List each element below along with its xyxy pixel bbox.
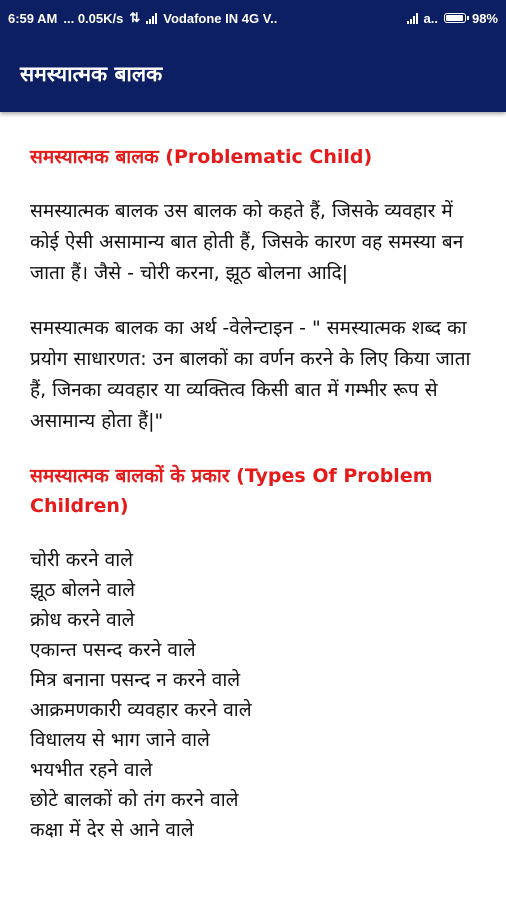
- list-item: चोरी करने वाले: [30, 549, 134, 571]
- list-item: कक्षा में देर से आने वाले: [30, 819, 194, 841]
- list-item: एकान्त पसन्द करने वाले: [30, 639, 196, 661]
- list-item: विधालय से भाग जाने वाले: [30, 729, 210, 751]
- list-item: मित्र बनाना पसन्द न करने वाले: [30, 669, 241, 691]
- battery-percent: 98%: [471, 10, 498, 26]
- signal-icon-2: [407, 13, 418, 24]
- section-heading-types: समस्यात्मक बालकों के प्रकार (Types Of Problem Children): [30, 465, 433, 517]
- list-item: झूठ बोलने वाले: [30, 579, 136, 601]
- list-item: भयभीत रहने वाले: [30, 759, 153, 781]
- network-speed: ... 0.05K/s: [63, 10, 124, 26]
- battery-icon: [444, 13, 466, 23]
- section-heading-problematic-child: समस्यात्मक बालक (Problematic Child): [30, 146, 373, 168]
- paragraph-meaning: समस्यात्मक बालक का अर्थ -वेलेन्टाइन - " समस्यात्मक शब्द का प्रयोग साधारणत: उन बालकों का वर्णन करने के लिए किया जाता हैं, जिनका व्यवहार या व्यक्तित्व किसी बात में गम्भीर रूप से असामान्य होता हैं|": [30, 317, 471, 432]
- list-item: आक्रमणकारी व्यवहार करने वाले: [30, 699, 252, 721]
- types-list: [30, 545, 478, 845]
- article-content[interactable]: [0, 112, 506, 900]
- status-bar: [0, 0, 506, 36]
- app-bar: [0, 36, 506, 112]
- paragraph-definition: समस्यात्मक बालक उस बालक को कहते हैं, जिसके व्यवहार में कोई ऐसी असामान्य बात होती हैं, जिसके कारण वह समस्या बन जाता हैं। जैसे - चोरी करना, झूठ बोलना आदि|: [30, 200, 464, 284]
- list-item: छोटे बालकों को तंग करने वाले: [30, 789, 239, 811]
- signal-icon: [146, 13, 157, 24]
- page-title: समस्यात्मक बालक: [20, 62, 163, 86]
- carrier-name-2: a..: [423, 10, 438, 26]
- data-arrows-icon: ⇅: [129, 10, 141, 25]
- list-item: क्रोध करने वाले: [30, 609, 135, 631]
- carrier-name: Vodafone IN 4G V..: [163, 10, 278, 26]
- status-time: 6:59 AM: [8, 10, 58, 26]
